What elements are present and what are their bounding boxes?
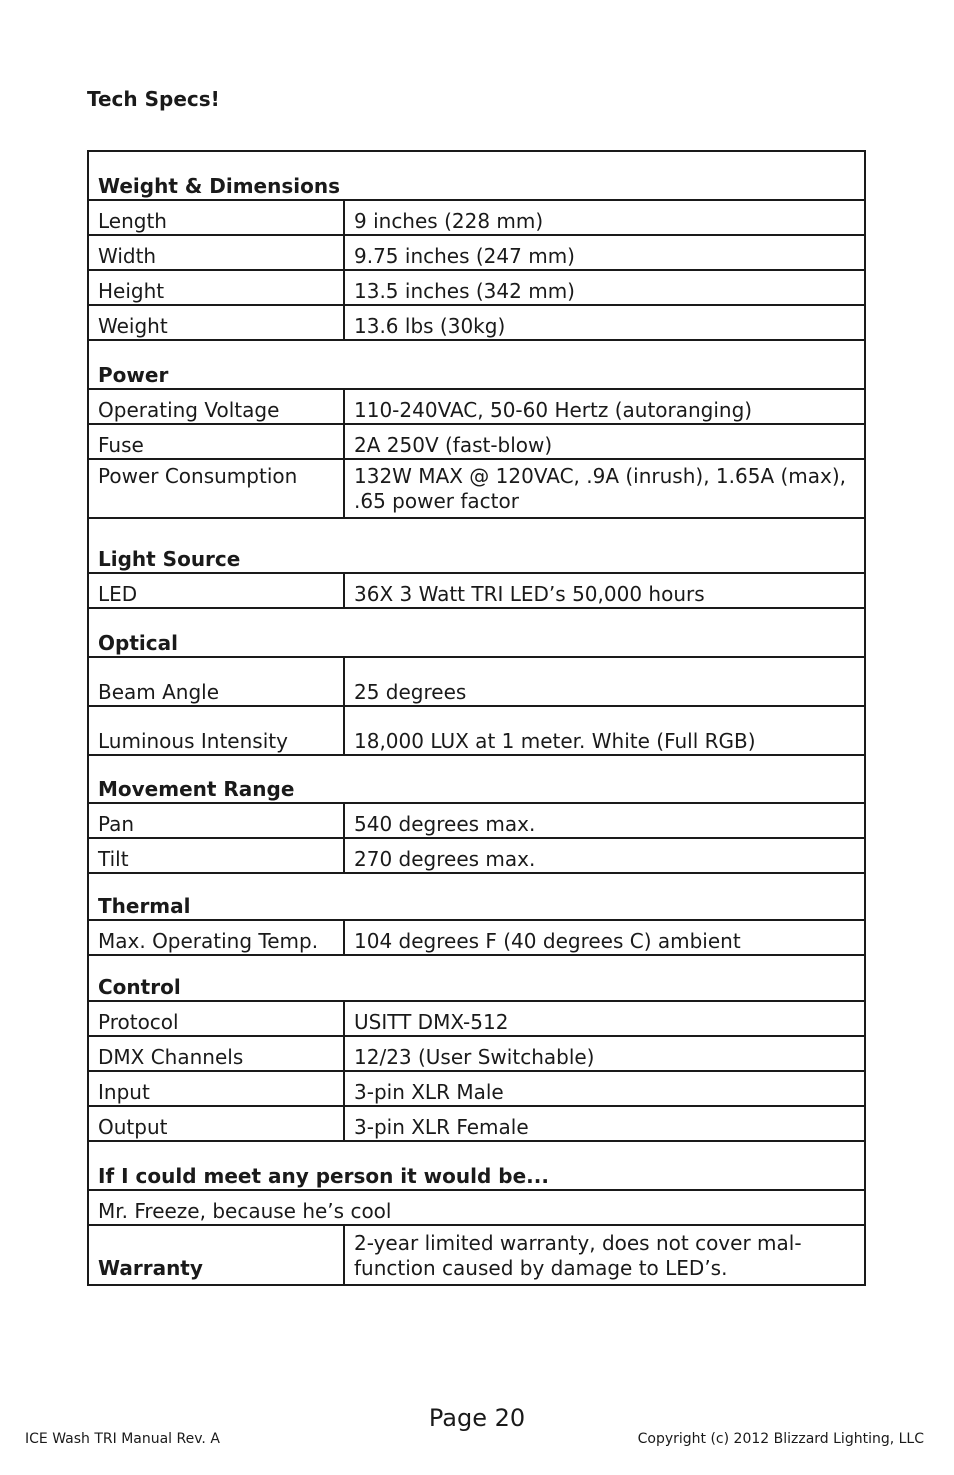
spec-label: LED: [88, 573, 344, 608]
table-row: [88, 803, 865, 838]
table-row: [88, 657, 865, 706]
warranty-line-2: function caused by damage to LED’s.: [354, 1256, 728, 1280]
table-row: [88, 1036, 865, 1071]
table-row: [88, 920, 865, 955]
spec-value: 12/23 (User Switchable): [344, 1036, 865, 1071]
warranty-value: [344, 1225, 865, 1285]
spec-label: Height: [88, 270, 344, 305]
specs-table: [87, 150, 866, 1286]
section-heading: Control: [88, 955, 865, 1001]
spec-value: 9 inches (228 mm): [344, 200, 865, 235]
spec-value: 540 degrees max.: [344, 803, 865, 838]
spec-label: Max. Operating Temp.: [88, 920, 344, 955]
spec-label: Luminous Intensity: [88, 706, 344, 755]
page-title: Tech Specs!: [87, 87, 220, 111]
warranty-line-1: 2-year limited warranty, does not cover mal-: [354, 1231, 802, 1255]
footer-manual-name: ICE Wash TRI Manual Rev. A: [25, 1431, 220, 1447]
section-row: [88, 755, 865, 803]
spec-label: Beam Angle: [88, 657, 344, 706]
table-row: [88, 706, 865, 755]
table-row: [88, 389, 865, 424]
table-row: [88, 838, 865, 873]
section-heading: Optical: [88, 608, 865, 657]
section-row: [88, 518, 865, 573]
spec-value: 110-240VAC, 50-60 Hertz (autoranging): [344, 389, 865, 424]
section-row: [88, 873, 865, 920]
extra-answer: Mr. Freeze, because he’s cool: [88, 1190, 865, 1225]
table-row: [88, 305, 865, 340]
table-row: [88, 235, 865, 270]
spec-value: 132W MAX @ 120VAC, .9A (inrush), 1.65A (max), .65 power factor: [344, 459, 865, 518]
table-row: [88, 459, 865, 518]
table-row: [88, 1071, 865, 1106]
section-heading: Light Source: [88, 518, 865, 573]
spec-label: Weight: [88, 305, 344, 340]
spec-value: 3-pin XLR Female: [344, 1106, 865, 1141]
spec-value: 25 degrees: [344, 657, 865, 706]
spec-value: 104 degrees F (40 degrees C) ambient: [344, 920, 865, 955]
warranty-row: [88, 1225, 865, 1285]
footer-copyright: Copyright (c) 2012 Blizzard Lighting, LLC: [637, 1431, 924, 1447]
section-heading: If I could meet any person it would be...: [88, 1141, 865, 1190]
warranty-label: Warranty: [88, 1225, 344, 1285]
spec-label: Length: [88, 200, 344, 235]
page-number: Page 20: [428, 1404, 526, 1432]
spec-label: Protocol: [88, 1001, 344, 1036]
spec-value: 13.6 lbs (30kg): [344, 305, 865, 340]
table-row: [88, 1001, 865, 1036]
section-row: [88, 608, 865, 657]
section-heading: Movement Range: [88, 755, 865, 803]
spec-label: Power Consumption: [88, 459, 344, 518]
spec-label: Tilt: [88, 838, 344, 873]
table-row: [88, 424, 865, 459]
spec-value: 18,000 LUX at 1 meter. White (Full RGB): [344, 706, 865, 755]
section-row: [88, 151, 865, 200]
section-heading: Power: [88, 340, 865, 389]
section-row: [88, 1141, 865, 1190]
spec-value: 9.75 inches (247 mm): [344, 235, 865, 270]
spec-value: 13.5 inches (342 mm): [344, 270, 865, 305]
spec-value: 3-pin XLR Male: [344, 1071, 865, 1106]
spec-label: Width: [88, 235, 344, 270]
table-row: [88, 1106, 865, 1141]
spec-value: 2A 250V (fast-blow): [344, 424, 865, 459]
section-row: [88, 340, 865, 389]
spec-label: Pan: [88, 803, 344, 838]
spec-label: Operating Voltage: [88, 389, 344, 424]
spec-label: Output: [88, 1106, 344, 1141]
table-row: [88, 270, 865, 305]
section-row: [88, 955, 865, 1001]
spec-label: Fuse: [88, 424, 344, 459]
spec-value: 36X 3 Watt TRI LED’s 50,000 hours: [344, 573, 865, 608]
table-row: [88, 1190, 865, 1225]
spec-value: 270 degrees max.: [344, 838, 865, 873]
table-row: [88, 573, 865, 608]
spec-label: Input: [88, 1071, 344, 1106]
section-heading: Thermal: [88, 873, 865, 920]
table-row: [88, 200, 865, 235]
section-heading: Weight & Dimensions: [88, 151, 865, 200]
spec-label: DMX Channels: [88, 1036, 344, 1071]
spec-value: USITT DMX-512: [344, 1001, 865, 1036]
